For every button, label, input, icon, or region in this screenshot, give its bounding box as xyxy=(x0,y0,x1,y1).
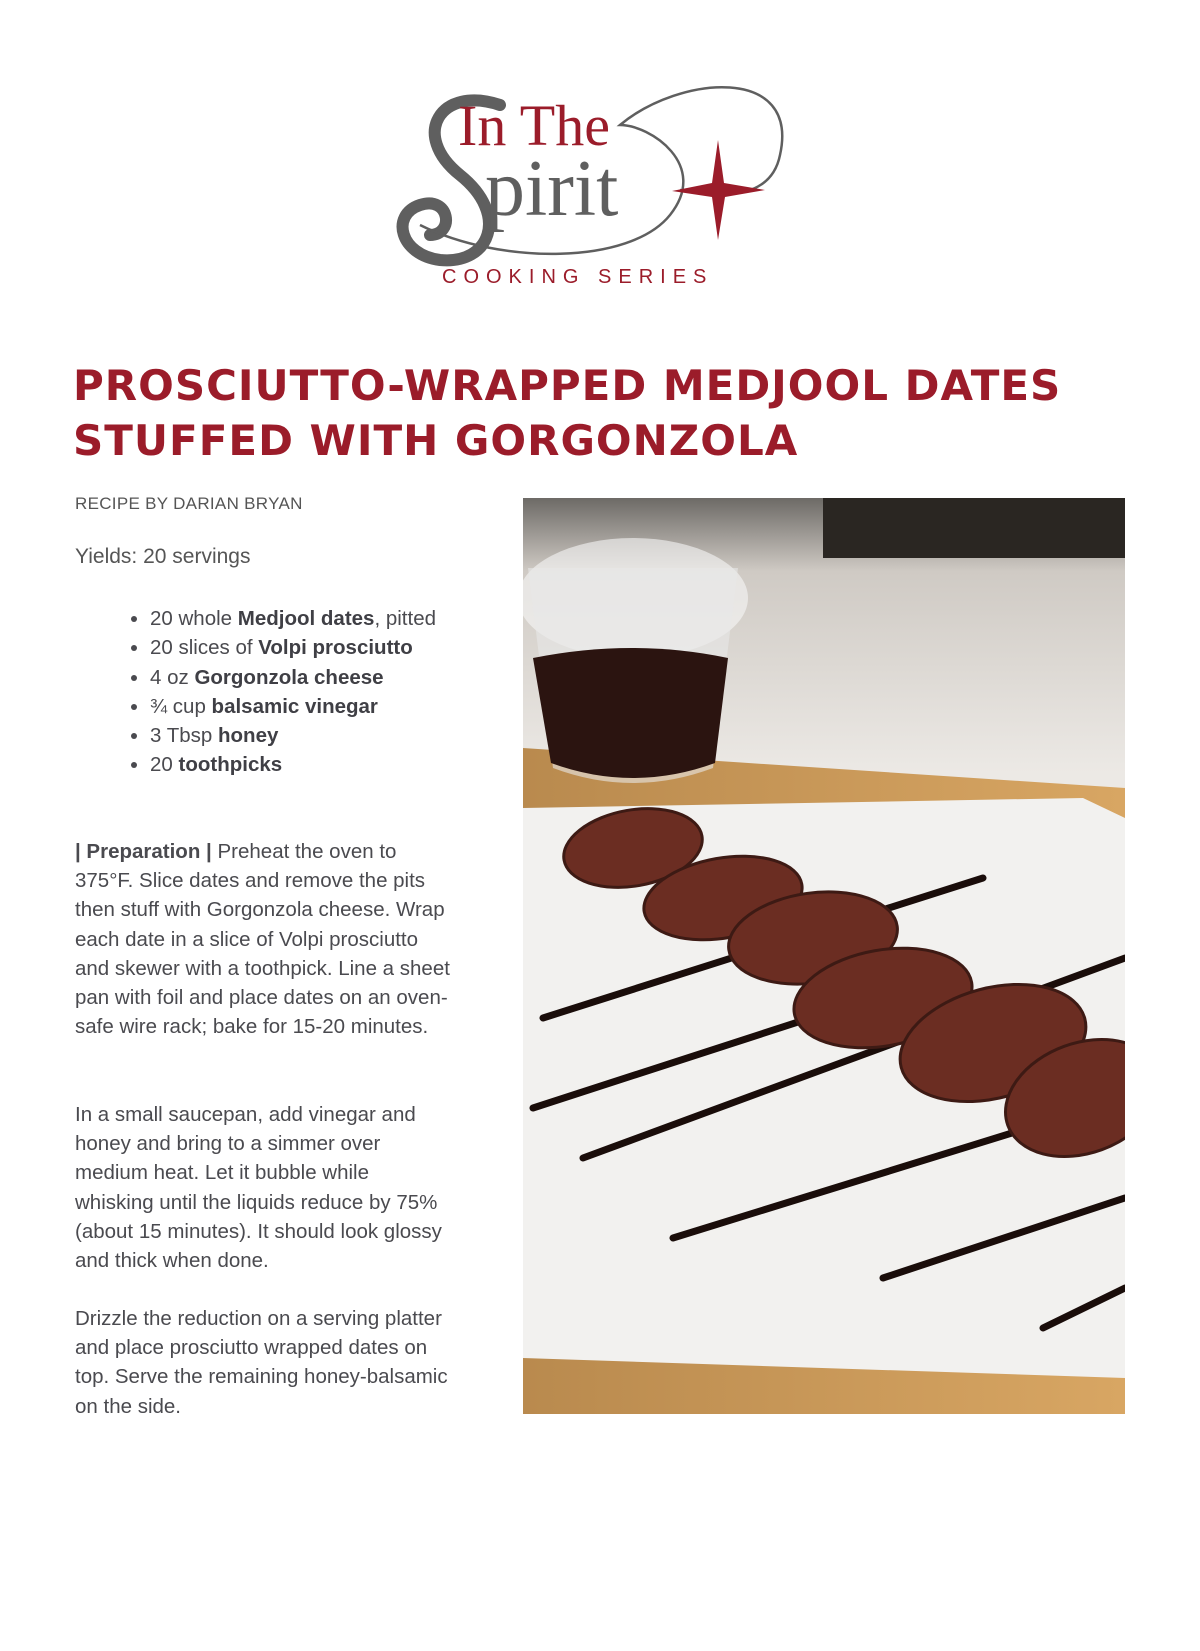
ingredient-item: • 4 oz Gorgonzola cheese xyxy=(150,663,436,692)
ingredient-item: • 3 Tbsp honey xyxy=(150,721,436,750)
recipe-title: PROSCIUTTO-WRAPPED MEDJOOL DATES STUFFED WITH GORGONZOLA xyxy=(73,361,1062,465)
recipe-photo xyxy=(523,498,1125,1414)
preparation-label: | Preparation | xyxy=(75,840,212,863)
recipe-byline: RECIPE BY DARIAN BRYAN xyxy=(75,494,303,513)
recipe-yields: Yields: 20 servings xyxy=(75,545,251,568)
ingredient-item: • 20 whole Medjool dates, pitted xyxy=(150,604,436,633)
preparation-step-3: Drizzle the reduction on a serving platter and place prosciutto wrapped dates on top. Serve the remaining honey-balsamic on the side. xyxy=(75,1307,448,1418)
svg-text:pirit: pirit xyxy=(485,145,619,233)
ingredient-list xyxy=(130,604,436,780)
ingredient-item: • 20 slices of Volpi prosciutto xyxy=(150,633,436,662)
in-the-spirit-logo xyxy=(380,65,830,315)
svg-text:In The: In The xyxy=(458,93,610,158)
svg-text:COOKING SERIES: COOKING SERIES xyxy=(442,266,714,288)
preparation-step-1: | Preparation | Preheat the oven to 375°F. Slice dates and remove the pits then stuff with Gorgonzola cheese. Wrap each date in a slice of Volpi prosciutto and skewer with a toothpick. Line a sheet pan with foil and place dates on an oven-safe wire rack; bake for 15-20 minutes. xyxy=(75,840,450,1039)
preparation-step-2: In a small saucepan, add vinegar and honey and bring to a simmer over medium heat. Let it bubble while whisking until the liquids reduce by 75% (about 15 minutes). It should look glossy and thick when done. xyxy=(75,1103,442,1273)
ingredient-item: • 20 toothpicks xyxy=(150,750,436,779)
ingredient-item: • ¾ cup balsamic vinegar xyxy=(150,692,436,721)
